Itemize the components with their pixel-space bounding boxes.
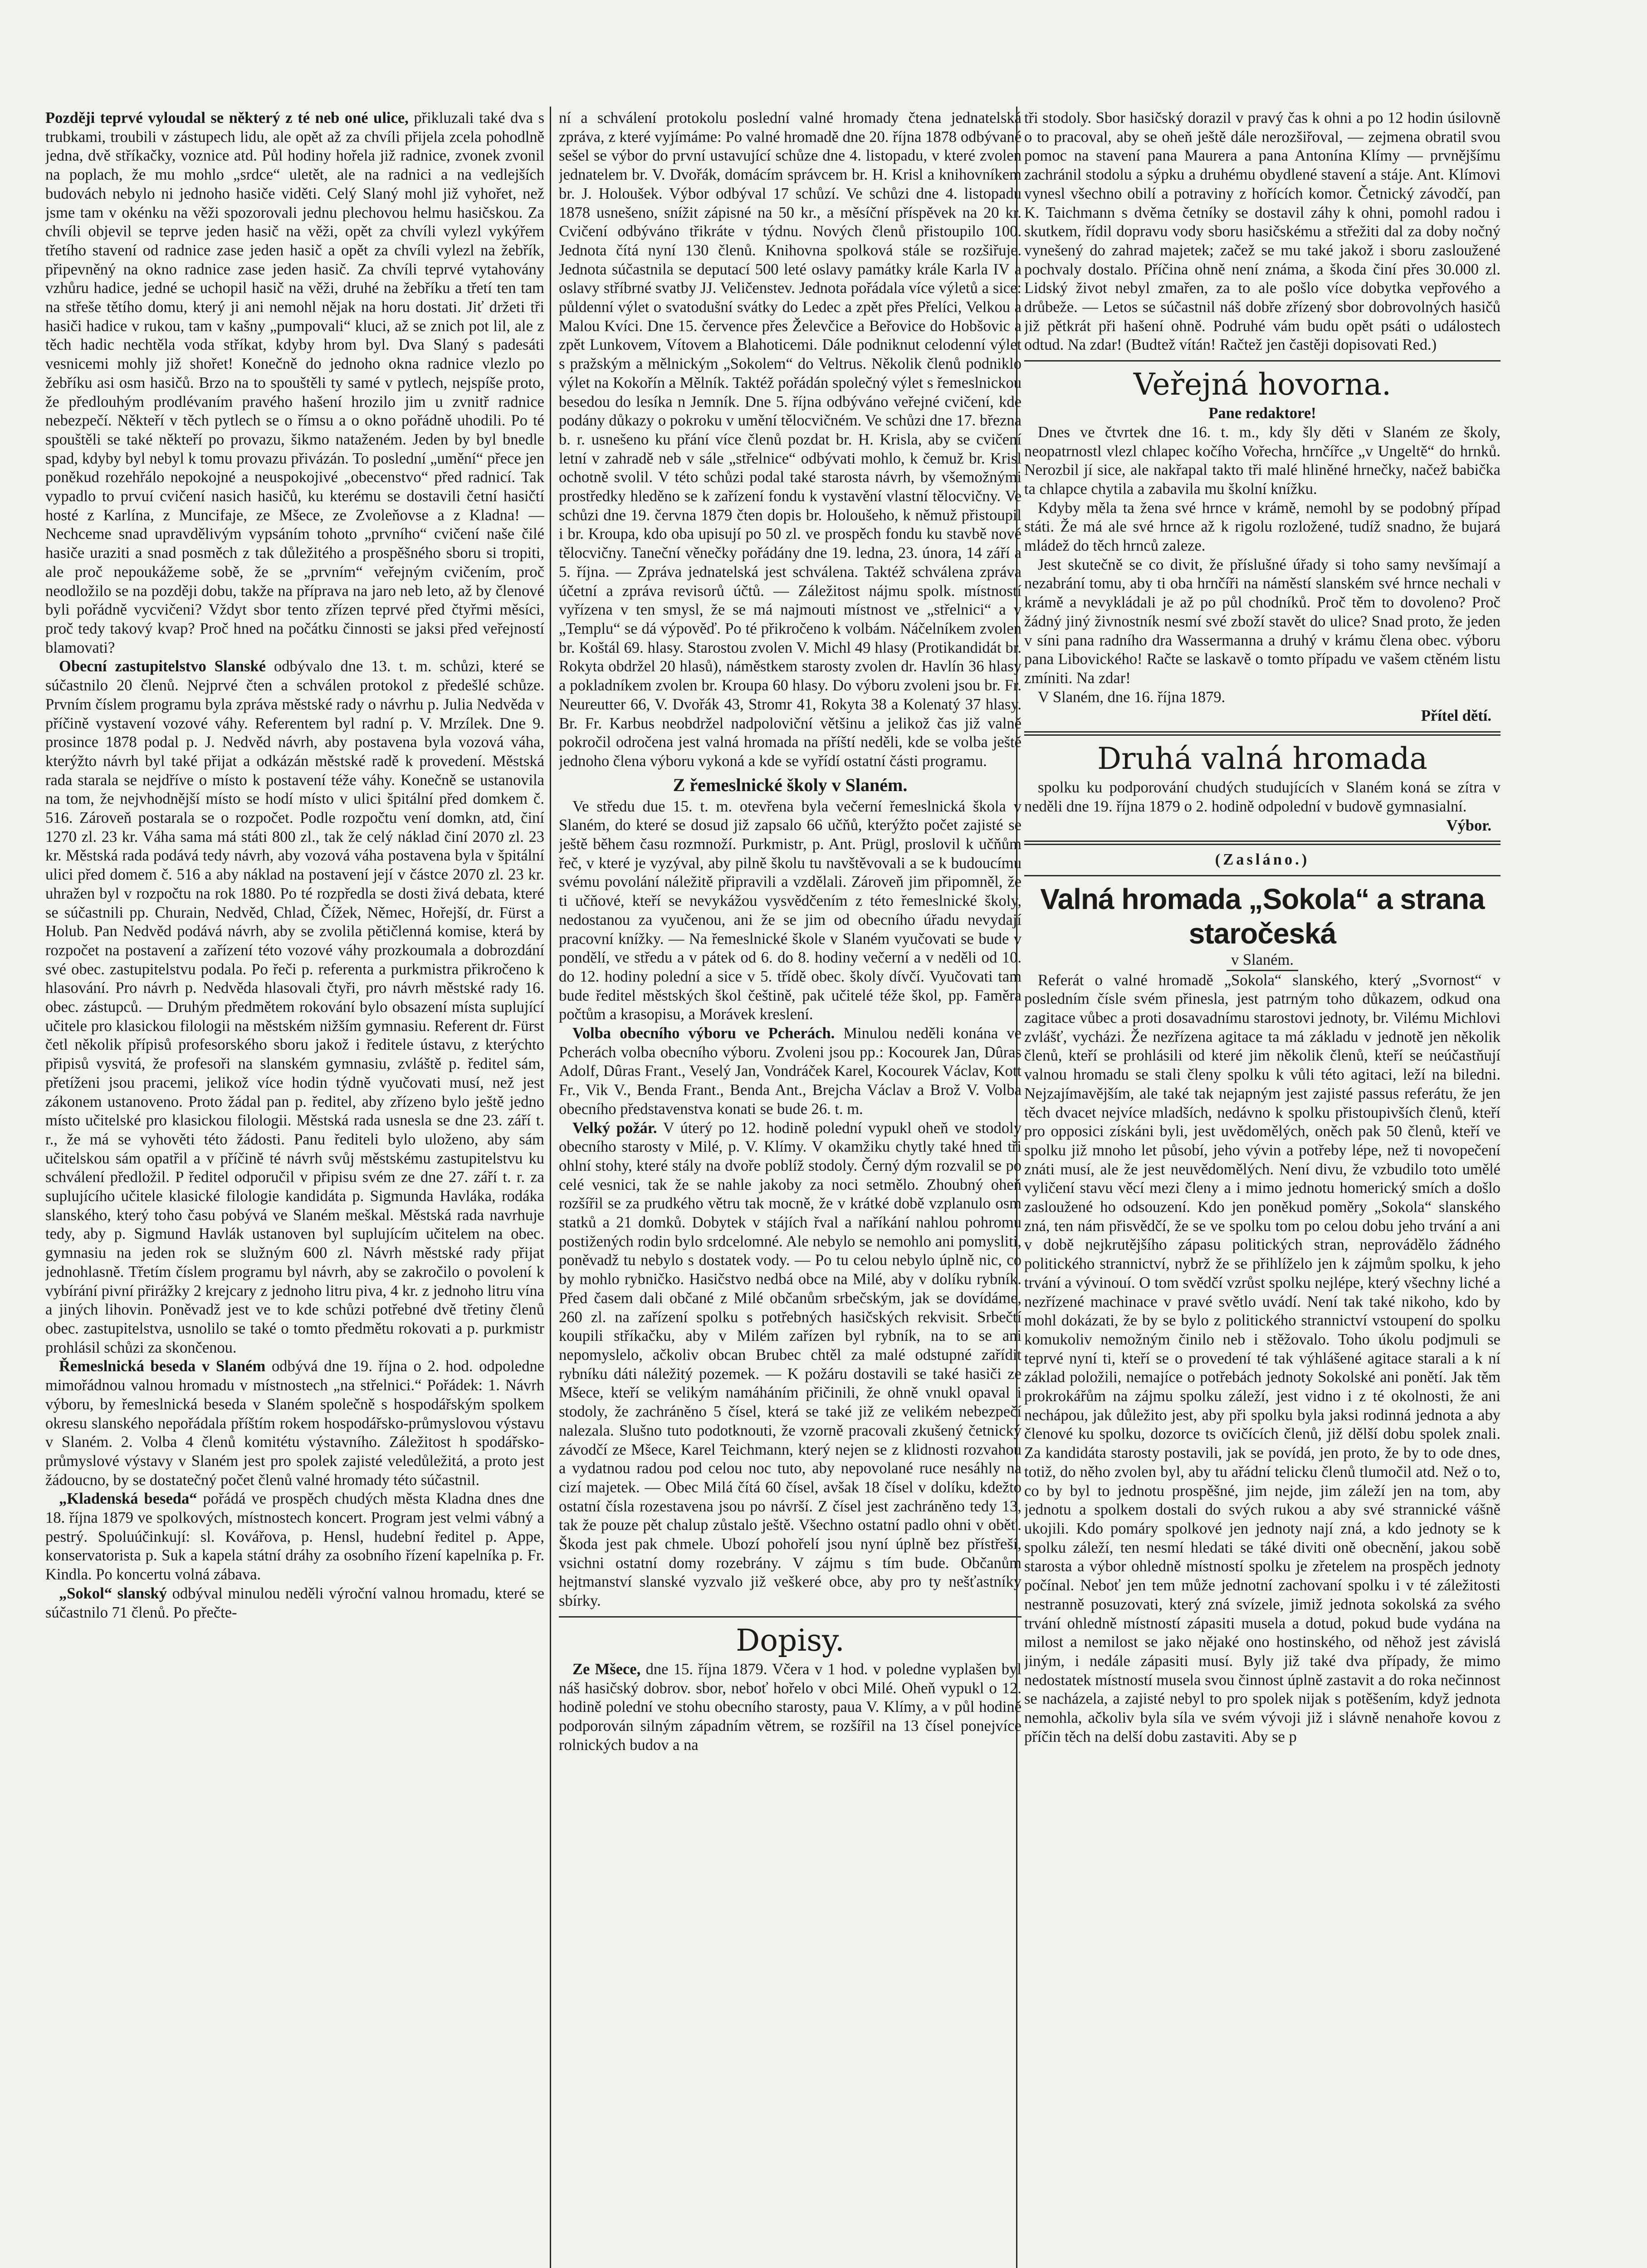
section-title-verejna-hovorna: Veřejná hovorna. <box>1133 367 1392 402</box>
zaslano-label: (Zasláno.) <box>1215 851 1310 869</box>
section-heading: „Sokol“ slanský <box>59 1584 167 1602</box>
paragraph: přikluzali také dva s trubkami, troubili v zástupech lidu, ale opět až za chvíli přijela zcela pohodlně jedna, dvě stříkačky, voznice atd. Půl hodiny hořela již radnice, zvonek zvonil na poplach, že mu mohlo „srdce“ uletět, ale na radnici a na vedlejších budovách nebylo ni jednoho hasiče viděti. Celý Slaný mohl již vyhořet, než jsme tam v okénku na věži spozorovali jednu plechovou helmu hasičskou. Za chvíli objevil se teprve jeden hasič na věži, opět za chvíli vylezl vykýřem třetího stavení od radnice zase jeden hasič a opět za chvíli vylezl na žebřík, připevněný na okno radnice zase jeden hasič. Za chvíli teprvé vytahovány vzhůru hadice, jedné se uchopil hasič na věži, druhé na žebříku a třetí ten tam na střeše tětího domu, který ji ani nemohl nějak na horu dostati. Jiť držeti tři hasiči hadice v rukou, tam v kašny „pumpovali“ kluci, až se znich pot lil, ale z těch hadic nechtěla voda stříkat, kdyby hrom byl. Dva Slaný s padesáti vesnicemi mohly již shořet! Konečně do jednoho okna radnice vlezlo po žebříku asi osm hasičů. Brzo na to spouštěli ty samé v pytlech, nejspíše proto, že předlouhým prodlévaním pravého hašení hrozilo jim u zvnitř radnice nebezpečí. Někteří v těch pytlech se o římsu a o okno pořádně uhodili. Po té spouštěli se také někteří po provazu, šikmo nataženém. Jeden by byl bnedle spad, kdyby byl nebyl k tomu provazu přivázán. To poslední „umění“ přece jen poněkud rozehřálo nepokojné a neuspokojivé „obecenstvo“ před radnicí. Tak vypadlo to prvuí cvičení nasich hasičů, ku kterému se dostavili četní hasičtí hosté z Karlína, z Muncifaje, ze Mšece, ze Zvoleňovse a z Kladna! — Nechceme snad upravdělivým vypsáním tohoto „prvního“ cvičení naše čilé hasiče uraziti a snad posměch z tak důležitého a prospěšného sboru si tropiti, ale proč nepoukážeme sobě, že se „prvním“ veřejným cvičením, proč neodložilo se na později dobu, takže na příprava na jaro neb leto, až by členové byli pořádně vycvičeni? Vždyt sbor tento zřízen teprvé před čtyřmi měsíci, proč tedy takový kvap? Proč hned na počátku činnosti se jaksi před veřejností blamovati? <box>45 109 544 656</box>
section-heading: Velký požár. <box>572 1119 657 1137</box>
section-heading: Volba obecního výboru ve Pcherách. <box>572 1025 835 1042</box>
article-text <box>45 109 544 657</box>
lead-text: Později teprvé vyloudal se některý z té neb oné ulice, <box>45 109 409 127</box>
paragraph: Kdyby měla ta žena své hrnce v krámě, nemohl by se podobný případ státi. Že má ale své hrnce až k rigolu rozložené, tudíž snadno, že bujará mládež do těch hrnců zaleze. <box>1024 499 1500 555</box>
paragraph: Jest skutečně se co divit, že příslušné úřady si toho samy nevšímají a nezabrání tomu, aby ti oba hrnčíři na náměstí slanském své hrnce nechali v krámě a nevykládali je až po půl chodníků. Proč těm to dovoleno? Proč žádný jiný živnostník nesmí své zboží stavět do ulice? Snad proto, že jeden v síni pana radního dra Wassermanna a druhý v krámu člena obec. výboru pana Libovického! Račte se laskavě o tomto případu ve vašem ctěném listu zmíniti. Na zdar! <box>1024 556 1500 687</box>
paragraph: V úterý po 12. hodině polední vypukl oheň ve stodoly obecního starosty v Milé, p. V. Klímy. V okamžiku chytly také hned tři ohlní stohy, které stály na dvoře poblíž stodoly. Černý dým rozvalil se po celé vesnici, tak že se nahle jakoby za noci setmělo. Zhoubný oheň rozšířil se za prudkého větru tak mocně, že v krátké době vzplanulo osm statků a 21 domků. Dobytek v stájích řval a naříkání nahlou pohromu postižených rodin bylo srdcelomné. Ale nebylo se nemohlo ani pomysliti, poněvadž tu nebylo s dostatek vody. — Po tu celou nebylo úplně nic, co by mohlo rybničko. Hasičstvo nedbá obce na Milé, aby v dolíku rybník. Před časem dali občané z Milé občanům srbečským, jak se dovídáme, 260 zl. na zařízení spolku s potřebných hasičských rekvisit. Srbečtí koupili stříkačku, aby v Milém zařízen byl rybník, na to se ani nepomyslelo, ačkoliv obcan Brubec chtěl za malé odstupné zařídit rybníku dáti náležitý pozemek. — K požáru dostavili se také hasiči ze Mšece, kteří se velikým namáháním přičinili, že ohně vnukl opaval i stodoly, že zachráněno 5 čísel, která se také již ze velikém nebezpečí nalezala. Slušno tuto podotknouti, že vzorně pracovali zkušený četnický závodčí ze Mšece, Karel Teichmann, který nejen se z klidnosti rozvahou a vydatnou radou pod celou noc tuto, aby nepovolané ruce nesáhly na cizí majetek. — Obec Milá čítá 60 čísel, avšak 18 čísel v dolíku, kdežto ostatní čísla rozestavena jsou po návrší. Z čísel jest zachráněno tedy 13, tak že pouze pět chalup zůstalo ještě. Všechno ostatní padlo ohni v oběť. Škoda jest pak chmele. Ubozí pohořelí jsou nyní úplně bez přístřeší, vsichni ostatní domy rozebrány. V zájmu s tím bude. Občanům hejtmanství slanské vyzvalo již veškeré obce, aby pro ty nešťastníky sbírky. <box>559 1119 1021 1610</box>
signature: Výbor. <box>1446 816 1491 834</box>
paragraph: spolku ku podporování chudých studujících v Slaném koná se zítra v neděli dne 19. října 1879 o 2. hodině odpolední v budově gymnasialní. <box>1024 779 1500 815</box>
article-item <box>45 657 544 1357</box>
paragraph: Dnes ve čtvrtek dne 16. t. m., kdy šly děti v Slaném ze školy, neopatrnostl vlezl chlapec kočího Vořecha, hrnčířce „v Ungeltě“ do hrnků. Nerozbil jí sice, ale nakřapal takto tři malé hliněné hrnečky, načež babička ta chlapce chytila a zabavila mu školní knížku. <box>1024 423 1500 498</box>
signature: Přítel dětí. <box>1421 707 1491 725</box>
article-item <box>559 1660 1021 1755</box>
column-rule <box>550 107 551 2268</box>
article-item <box>45 1490 544 1584</box>
divider <box>559 1616 1021 1618</box>
paragraph: Referát o valné hromadě „Sokola“ slanského, který „Svornost“ v posledním čísle svém přinesla, jest patrným toho důkazem, odkud ona zagitace vůbec a proti dosavadnímu starostovi jednoty, br. Vilému Michlovi zvlášť, vycházi. Že nezřízena agitace ta má základu v jednotě jen několik členů, kteří se prohlásili od které jim několik členů, kteří se neúčastňují valnou hromadu se stali členy spolku k vůli této agitaci, leží na biledni. Nejzajímavějším, ale také tak nejapným jest zajisté passus referátu, že jen těch dvacet nejvíce mladších, nedávno k spolku přistoupivších členů, kteří pro opposici získáni byli, jest uvědomělých, oněch pak 50 členů, kteří ve spolku již mnoho let působí, jeho vývin a potřeby lépe, než ti novopečení znáti musí, ale že jest neuvědomělých. Není divu, že vzbudilo toto umělé vyličení stavu věcí mezi členy a i mimo jednotu homerický smích a došlo zasloužené ho odsouzení. Kdo jen poněkud poměry „Sokola“ slanského zná, ten nám přisvědčí, že se ve spolku tom po celou dobu jeho trvání a ani v době nejkrutějšího zápasu politických stran, neprovádělo žádného politického strannictví, nybrž že se přihlíželo jen k zájmům spolku, k jeho trvání a vývinouí. O tom svědčí vzrůst spolku nejlépe, který všechny liché a nezřízené machinace v pravé světlo uvádí. Není tak také nikoho, kdo by mohl dokázati, že by se bylo z politického strannictví vstoupení do spolku komukoliv nemožným činilo neb i stěžovalo. Toho úkolu podjmuli se teprvé nyní ti, kteří se o provedení té tak výhlášené agitace starali a k ní základ položili, nemajíce o potřebách jednoty Sokolské ani ponětí. Jak těm prokrokářům na zájmu spolku záleží, jest vidno i z té okolnosti, že ani nechápou, jak důležito jest, aby při spolku byla jaksi rodinná jednota a aby členové ku spolku, dozorce ts ovičících členů, již dělší dobu spolek znali. Za kandidáta starosty postavili, jak se povídá, jen proto, že by to ode dnes, totiž, do něho zvolen byl, aby tu ařádní telicku členů tlumočil atd. Než o to, co by byl to jednotu prospěšné, jim nejde, jim záleží jen na tom, aby jednotu a spolkem dostali do svých rukou a aby své strannické vášně ukojili. Kdo pomáry spolkové jen jednoty nají zná, a kdo jednoty se k spolku záleží, ten nesmí hledati se táké diviti oně obecnění, jakou sobě starosta a výbor ohledně místností spolku je zřetelem na prospěch jednoty počínal. Neboť jen tem může jednotní zachovaní spolku i v té záležitosti nestranně posuzovati, který zná svízele, jimiž jednota sokolská za svého trvání ohledně místností zápasiti musela a dotud, pokud bude vydána na milost a nemilost se jako nějaké ono hostinského, od něhož jest závislá jiným, i nedále zápasiti musí. Byly již také dva případy, že mimo nedostatek místností musela svou činnost úplně zastavit a do roka nečinnost se nacházela, a zajisté nebyl to pro spolek nijak s potěšením, když jednota nemohla, ačkoliv byla síla ve svém vývoji již i slávně nenahoře kovou z příčin těch na delší dobu zastaviti. Aby se p <box>1024 971 1500 1745</box>
section-heading: „Kladenská beseda“ <box>59 1490 197 1508</box>
article-item <box>559 1024 1021 1119</box>
article-item <box>45 1357 544 1490</box>
salutation: Pane redaktore! <box>1208 405 1316 422</box>
section-title-valna-sokola: Valná hromada „Sokola“ a strana staročeská <box>1040 882 1485 950</box>
paragraph: odbývá dne 19. října o 2. hod. odpoledne mimořádnou valnou hromadu v místnostech „na střelnici.“ Pořádek: 1. Návrh výboru, by řemeslnická beseda v Slaném společně s hospodářským spolkem okresu slanského nepořádala příštím rokem hospodářsko-průmyslovou výstavu v Slaném. 2. Volba 4 členů komitétu výstavního. Záležitost h spodářsko-průmyslové výstavy v Slaném jest pro spolek zajisté veledůležitá, a proto jest žádoucno, by se dostatečný počet členů valné hromady této súčastnil. <box>45 1358 544 1489</box>
section-heading: Obecní zastupitelstvo Slanské <box>59 658 266 675</box>
subtitle-text: v Slaném. <box>1227 951 1298 971</box>
paragraph: tři stodoly. Sbor hasičský dorazil v pravý čas k ohni a po 12 hodin úsilovně o to pracoval, aby se oheň ještě dále nerozšiřoval, — zejmena obratil svou pomoc na stavení pana Maurera a pana Antonína Klímy — prvnějšímu zachránil stodolu a sýpku a druhému obydlené stavení a stáje. Ant. Klímovi vynesl všechno obilí a potraviny z hořících komor. Četnický závodčí, pan K. Taichmann s dvěma četníky se dostavil záhy k ohni, pomohl radou i skutkem, řídil dopravu vody sboru hasičskému a střežiti dal za doby nočný vynešený do zahrad majetek; začež se mu také jakož i sboru zasloužené pochvaly dostalo. Příčina ohně není známa, a škoda činí přes 30.000 zl. Lidský život nebyl zmařen, za to ale pošlo více dobytka vepřového a drůbeže. — Letos se súčastnil náš dobře zřízený sbor dobrovolných hasičů již pětkrát při hašení ohně. Podruhé vám budu opět psáti o událostech odtud. Na zdar! (Budtež vítán! Račtež jen častěji dopisovati Red.) <box>1024 109 1500 354</box>
paragraph: ní a schválení protokolu poslední valné hromady čtena jednatelská zpráva, z které vyjímáme: Po valné hromadě dne 20. října 1878 odbývané sešel se výbor do první ustavující schůze dne 4. listopadu, v které zvolen jednatelem br. V. Dvořák, domácím správcem br. H. Krisl a knihovníkem br. J. Holoušek. Výbor odbýval 17 schůzí. Ve schůzi dne 4. listopadu 1878 usnešeno, snížit zápisné na 50 kr., a měsíční příspěvek na 20 kr. Cvičení odbýváno třikráte v týdnu. Nových členů přistoupilo 100. Jednota čítá nyní 130 členů. Knihovna spolková stále se rozšiřuje. Jednota súčastnila se deputací 500 leté oslavy památky krále Karla IV a oslavy stříbrné svatby JJ. Veličenstev. Jednota pořádala více výletů a sice: půldenní výlet o svatodušní svátky do Ledec a zpět přes Přelíci, Velkou a Malou Kvíci. Dne 15. července přes Želevčice a Beřovice do Hobšovic a zpět Lunkovem, Vítovem a Blahoticemi. Dále podniknut celodenní výlet s pražským a mělnickým „Sokolem“ do Veltrus. Několik členů podniklo výlet na Kokořín a Mělník. Taktéž pořádán společný výlet s řemeslnickou besedou do lesíka n Jemník. Dne 5. října odbýváno veřejné cvičení, kde podány důkazy o pokroku v umění tělocvičném. Ve schůzi dne 17. března b. r. usnešeno ku přání více členů pozdat br. H. Krisla, aby se cvičení letní v zahradě neb v sále „střelnice“ odbývati mohlo, k čemuž br. Krisl ochotně svolil. V této schůzi podal také starosta návrh, by všemožnými prostředky hleděno se k zařízení fondu k vystavění vlastní tělocvičny. Ve schůzi dne 19. června 1879 čten dopis br. Holoušeho, k němuž přistoupil i br. Kroupa, kdo oba upisují po 50 zl. ve prospěch fondu ku stavbě nové tělocvičny. Taneční věnečky pořádány dne 19. ledna, 23. února, 14 září a 5. října. — Zpráva jednatelská jest schválena. Taktéž schválena zpráva účetní a zpráva revisorů účtů. — Záležitost nájmu spolk. místností vyřízena v ten smysl, že se má najmouti místnost ve „střelnici“ a v „Templu“ se dá výpověď. Po té přikročeno k volbám. Náčelníkem zvolen br. Koštál 69. hlasy. Starostou zvolen V. Michl 49 hlasy (Protikandidát br. Rokyta obdržel 20 hlasů), náměstkem starosty zvolen dr. Havlín 36 hlasy a pokladníkem zvolen br. Kroupa 60 hlasy. Do výboru zvoleni jsou br. Fr. Neureutter 66, V. Dvořák 43, Stromr 41, Rokyta 38 a Kolenatý 37 hlasy. Br. Fr. Karbus neobdržel nadpoloviční většinu a jelikož čas již valně pokročil odročena jest valná hromada na příští neděli, kde se volba ještě jednoho člena výboru vykoná a kde se vyřídí ostatní části programu. <box>559 109 1021 770</box>
divider <box>1024 731 1500 736</box>
divider <box>1024 841 1500 845</box>
section-heading: Řemeslnická beseda v Slaném <box>59 1358 266 1375</box>
column-3 <box>1024 109 1500 2268</box>
section-heading: Z řemeslnické školy v Slaném. <box>673 774 908 795</box>
paragraph: dne 15. října 1879. Včera v 1 hod. v poledne vyplašen byl náš hasičský dobrov. sbor, neboť hořelo v obci Milé. Oheň vypukl o 12. hodině polední ve stohu obecního starosty, paua V. Klímy, a v půl hodině podporován silným západním větrem, se rozšířil na 13 čísel ponejvíce rolnických budov a na <box>559 1660 1021 1754</box>
divider <box>1024 360 1500 362</box>
section-title-druha-valna: Druhá valná hromada <box>1097 741 1427 777</box>
paragraph: odbývalo dne 13. t. m. schůzi, které se súčastnilo 20 členů. Nejprvé čten a schválen protokol z předešlé schůze. Prvním číslem programu byla zpráva městské rady o návrhu p. Julia Nedvěda v příčině vystavení vozové váhy. Referentem byl radní p. V. Mrzílek. Dne 9. prosince 1878 podal p. J. Nedvěd návrh, aby postavena byla vozová váha, kterýžto návrh byl také přijat a odkázán městské radě k provedení. Městská rada starala se nejdříve o místo k postavení téže váhy. Konečně se ustanovila na tom, že nejvhodnější místo se hodí místo v ulici špitální před domkem č. 516. Zároveň postarala se o rozpočet. Podle rozpočtu vení domkn, atd, činí 1270 zl. 23 kr. Váha sama má státi 800 zl., tak že celý náklad činí 2070 zl. 23 kr. Městská rada podává tedy návrh, aby vozová váha postavena byla v špitální ulici před domem č. 516 a aby náklad na postavení její v částce 2070 zl. 23 kr. uhražen byl v rozpočtu na rok 1880. Po té rozpředla se dosti živá debata, které se súčastnili pp. Churain, Nedvěd, Chlad, Čížek, Němec, Hořejší, dr. Fürst a Holub. Pan Nedvěd podává návrh, aby se zvolila pětičlenná komise, která by rozpočet na postavení a zařízení této vozové váhy prozkoumala a dobrozdání své obec. zastupitelstvu podala. Po řeči p. referenta a purkmistra přikročeno k hlasování. Pro návrh p. Nedvěda hlasovali čtyři, pro návrh městské rady 16. obec. zástupců. — Druhým předmětem rokování bylo obsazení místa suplující učitele pro klasickou filologii na městském nižším gymnasiu. Referent dr. Fürst četl několik přípisů profesorského sboru jakož i ředitele ústavu, z kterýchto připisů vysvitá, že profesoři na slanském gymnasiu, zvláště p. ředitel sám, přetíženi jsou pracemi, jelikož více hodin týdně vyučovati musí, než jest zákonem ustanoveno. Proto žádal pan p. ředitel, aby zřízeno bylo ještě jedno místo učitelské pro klasickou filologii. Městská rada usnesla se dne 23. září t. r., že má se vyhověti této žádosti. Panu řediteli bylo uloženo, aby sám učitelskou sám opatřil a v příčině té návrh svůj městskému zastupitelstvu ku schválení předložil. P ředitel odporučil v připisu svém ze dne 27. září t. r. za suplujícího učitele klasické filologie kandidáta p. Sigmunda Havláka, rodáka slanského, který toho času pobývá ve Slaném meškal. Městská rada navrhuje tedy, aby p. Sigmund Havlák ustanoven byl suplujícím učitelem na obec. gymnasiu na jeden rok se služným 600 zl. Návrh městské rady přijat jednohlasně. Třetím číslem programu byl návrh, aby se zakročilo o povolení k vybírání pivní přirážky 2 krejcary z jednoho litru piva, 4 kr. z jednoho litru vína a jiných lihovin. Poněvadž jest ve to kde schůzi potřebné dvě třetiny členů obec. zastupitelstva, usnolilo se také o tomto předmětu rokovati a p. purkmistr prohlásil schůzi za skončenou. <box>45 658 544 1356</box>
article-item <box>45 1584 544 1622</box>
section-subtitle <box>1024 951 1500 971</box>
paragraph: pořádá ve prospěch chudých města Kladna dnes dne 18. října 1879 ve spolkových, místnostech koncert. Program jest velmi vábný a pestrý. Spoluúčinkují: sl. Kovářova, p. Hensl, hudební ředitel p. Appe, konservatorista p. Suk a kapela státní dráhy za osobního řízení kapelníka p. Fr. Kindla. Po koncertu volná zábava. <box>45 1490 544 1584</box>
column-2 <box>559 109 1021 2268</box>
lead-text: Ze Mšece, <box>572 1660 641 1678</box>
column-1 <box>45 109 544 2268</box>
paragraph: Ve středu due 15. t. m. otevřena byla večerní řemeslnická škola v Slaném, do které se dosud již zapsalo 66 učňů, kterýžto počet zajisté se ještě během času rozmnoží. Purkmistr, p. Ant. Prügl, proslovil k učňům řeč, v které je vyzýval, aby pilně školu tu navštěvovali a se k budoucímu svému povolání náležitě připravili a vzdělali. Zároveň jim připomněl, že ti učňové, kteří se nevykážou vysvědčením z této řemeslnické školy, nedostanou za vyučenou, ani že se jim od obecního úřadu nevydají pracovní knížky. — Na řemeslnické škole v Slaném vyučovati se bude v pondělí, ve středu a v pátek od 6. do 8. hodiny večerní a v neděli od 10. do 12. hodiny polední a sice v 5. třídě obec. školy dívčí. Vyučovati tam bude ředitel městských škol češtině, pak učitelé téže škol, pp. Faměra počtům a krasopisu, a Morávek kreslení. <box>559 797 1021 1023</box>
article-item <box>559 1119 1021 1611</box>
divider <box>1024 875 1500 876</box>
section-title-dopisy: Dopisy. <box>736 1623 845 1658</box>
paragraph: odbýval minulou neděli výroční valnou hromadu, které se súčastnilo 71 členů. Po přečte- <box>45 1584 544 1621</box>
dateline: V Slaném, dne 16. října 1879. <box>1038 688 1226 706</box>
paragraph: Minulou neděli konána ve Pcherách volba obecního výboru. Zvoleni jsou pp.: Kocourek Jan, Dûras Adolf, Dûras Frant., Veselý Jan, Vondráček Karel, Kocourek Václav, Kott Fr., Vik V., Benda Frant., Benda Ant., Brejcha Václav a Brož V. Volba obecního představenstva konati se bude 26. t. m. <box>559 1025 1021 1118</box>
